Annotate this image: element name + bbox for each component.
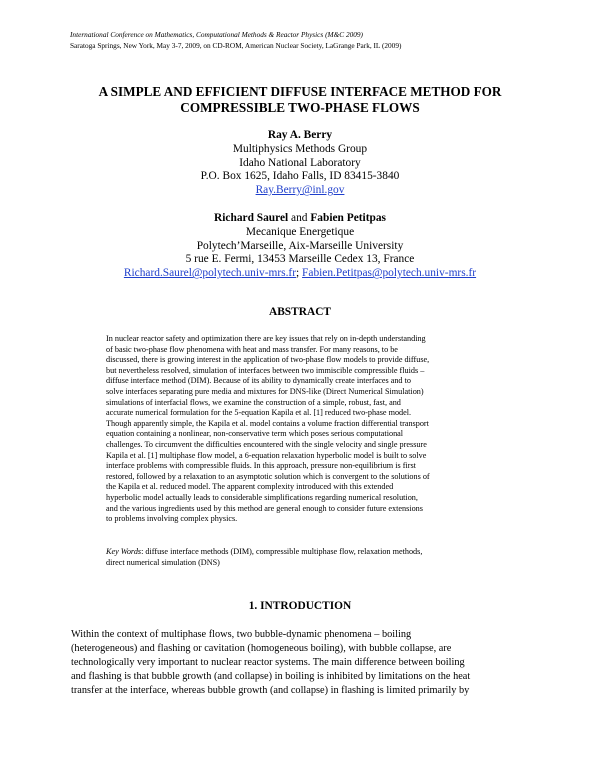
email-link-petitpas[interactable]: Fabien.Petitpas@polytech.univ-mrs.fr xyxy=(302,267,477,280)
keywords-text-cont: direct numerical simulation (DNS) xyxy=(106,557,220,567)
paper-title xyxy=(0,84,600,115)
abstract-line: diffuse interface method (DIM). Because of its ability to dynamically create interfaces and to xyxy=(106,376,411,386)
section-heading-introduction: 1. INTRODUCTION xyxy=(248,600,352,612)
abstract-line: of basic two-phase flow phenomena with heat and mass transfer. For many reasons, to be xyxy=(106,344,398,354)
conference-name: International Conference on Mathematics, Computational Methods & Reactor Physics (M&C 2009) xyxy=(70,30,363,39)
abstract-heading: ABSTRACT xyxy=(268,306,332,318)
abstract-line: interface problems with compressible fluids. In this approach, pressure non-equilibrium is first xyxy=(106,461,416,471)
abstract-line: equation containing a nonlinear, non-conservative term which poses serious computational xyxy=(106,429,404,439)
abstract-line: In nuclear reactor safety and optimization there are key issues that rely on in-depth understanding xyxy=(106,334,426,343)
keywords xyxy=(106,547,506,568)
abstract-line: hyperbolic model actually leads to considerable simplifications regarding numerical resolution, xyxy=(106,492,418,502)
title-line-1: A SIMPLE AND EFFICIENT DIFFUSE INTERFACE METHOD FOR xyxy=(98,84,502,99)
intro-line: transfer at the interface, whereas bubble growth (and collapse) in flashing is limited primarily by xyxy=(71,684,470,696)
abstract-line: Though apparently simple, the Kapila et al. model contains a volume fraction differential transport xyxy=(106,418,429,428)
intro-line: Within the context of multiphase flows, two bubble-dynamic phenomena – boiling xyxy=(71,629,412,640)
conference-header xyxy=(70,29,401,51)
author-institution: Idaho National Laboratory xyxy=(239,156,361,169)
intro-line: (heterogeneous) and flashing or cavitation (homogeneous boiling), with bubble collapse, are xyxy=(71,642,452,654)
abstract-line: to problems involving complex physics. xyxy=(106,514,238,524)
abstract-line: the Kapila et al. reduced model. The apparent complexity introduced with this extended xyxy=(106,482,394,492)
abstract-body xyxy=(106,334,506,525)
title-line-2: COMPRESSIBLE TWO-PHASE FLOWS xyxy=(180,99,420,115)
email-link-saurel[interactable]: Richard.Saurel@polytech.univ-mrs.fr xyxy=(123,267,297,280)
author-group: Multiphysics Methods Group xyxy=(232,142,368,155)
author-conjunction: and xyxy=(288,212,311,224)
author-address: 5 rue E. Fermi, 13453 Marseille Cedex 13, France xyxy=(185,253,415,266)
introduction-body xyxy=(71,628,531,698)
author-dept: Mecanique Energetique xyxy=(245,225,355,238)
keywords-label: Key Words xyxy=(106,547,142,556)
abstract-line: solve interfaces separating pure media and mixtures for DNS-like (Direct Numerical Simulation) xyxy=(106,386,424,396)
conference-venue: Saratoga Springs, New York, May 3-7, 2009, on CD-ROM, American Nuclear Society, LaGrange Park, IL (2009) xyxy=(70,41,402,50)
abstract-line: Kapila et al. [1] multiphase flow model, a 6-equation relaxation hyperbolic model is built to solve xyxy=(106,450,427,460)
abstract-line: simulations of interfacial flows, we examine the construction of a simple, robust, fast, and xyxy=(106,397,401,407)
author-name-petitpas: Fabien Petitpas xyxy=(310,212,386,224)
author-block-2 xyxy=(0,212,600,281)
intro-line: technologically very important to nuclear reactor systems. The main difference between boiling xyxy=(71,656,465,668)
email-separator: ; xyxy=(296,267,303,280)
author-email-link[interactable]: Ray.Berry@inl.gov xyxy=(255,184,345,197)
keywords-text: : diffuse interface methods (DIM), compressible multiphase flow, relaxation methods, xyxy=(141,547,423,556)
author-block-1 xyxy=(0,129,600,198)
author-name-saurel: Richard Saurel xyxy=(214,212,289,224)
abstract-line: accurate numerical formulation for the 5-equation Kapila et al. [1] reduced two-phase model. xyxy=(106,408,412,418)
author-institution: Polytech’Marseille, Aix-Marseille University xyxy=(196,239,404,252)
intro-line: and flashing is that bubble growth (and collapse) in boiling is inhibited by limitations on the heat xyxy=(71,670,471,682)
abstract-line: and the various ingredients used by this method are general enough to consider future extensions xyxy=(106,503,423,513)
author-name: Ray A. Berry xyxy=(267,129,333,141)
abstract-line: restored, followed by a relaxation to an asymptotic solution which is convergent to the solutions of xyxy=(106,471,430,481)
abstract-line: but nevertheless resolved, simulation of interfaces between two immiscible compressible fluids – xyxy=(106,365,425,375)
abstract-line: discussed, there is growing interest in the application of two-phase flow models to provide diffuse, xyxy=(106,355,430,365)
abstract-line: challenges. To circumvent the difficulties encountered with the single velocity and single pressure xyxy=(106,439,427,449)
author-address: P.O. Box 1625, Idaho Falls, ID 83415-3840 xyxy=(200,170,400,183)
